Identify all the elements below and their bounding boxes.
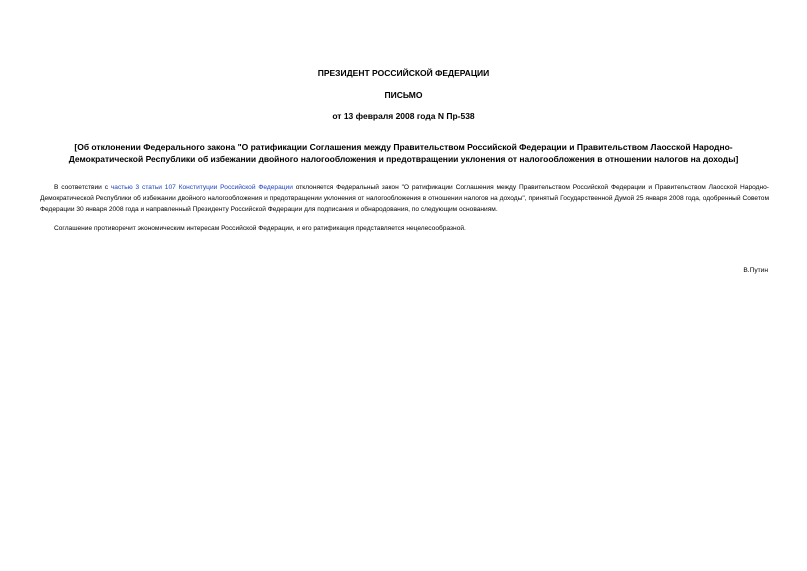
document-issuer: ПРЕЗИДЕНТ РОССИЙСКОЙ ФЕДЕРАЦИИ: [317, 68, 490, 78]
constitution-article-link[interactable]: частью 3 статьи 107 Конституции Российской Федерации: [110, 184, 293, 191]
document-date-number: от 13 февраля 2008 года N Пр-538: [332, 111, 475, 121]
signature: В.Путин: [743, 267, 768, 274]
paragraph-1-intro: В соответствии с: [54, 184, 111, 191]
body-paragraph-1: [40, 182, 769, 215]
document-subject: [Об отклонении Федерального закона "О ратификации Соглашения между Правительством Российской Федерации и Правительством Лаосской Народно-Демократической Республики об избежании двойного налогообложения и предотвращении уклонения от налогообложения в отношении налогов на доходы]: [68, 142, 739, 164]
body-paragraph-2: Соглашение противоречит экономическим интересам Российской Федерации, и его ратификация представляется нецелесообразной.: [54, 225, 466, 232]
paragraph-1-text: отклоняется Федеральный закон "О ратификации Соглашения между Правительством Российской Федерации и Правительством Лаосской Народно-Демократической Республики об избежании двойного налогообложения и предотвращении уклонения от налогообложения в отношении налогов на доходы", принятый Государственной Думой 25 января 2008 года, одобренный Советом Федерации 30 января 2008 года и направленный Президенту Российской Федерации для подписания и обнародования, по следующим основаниям.: [40, 184, 770, 213]
document-type: ПИСЬМО: [384, 90, 423, 100]
